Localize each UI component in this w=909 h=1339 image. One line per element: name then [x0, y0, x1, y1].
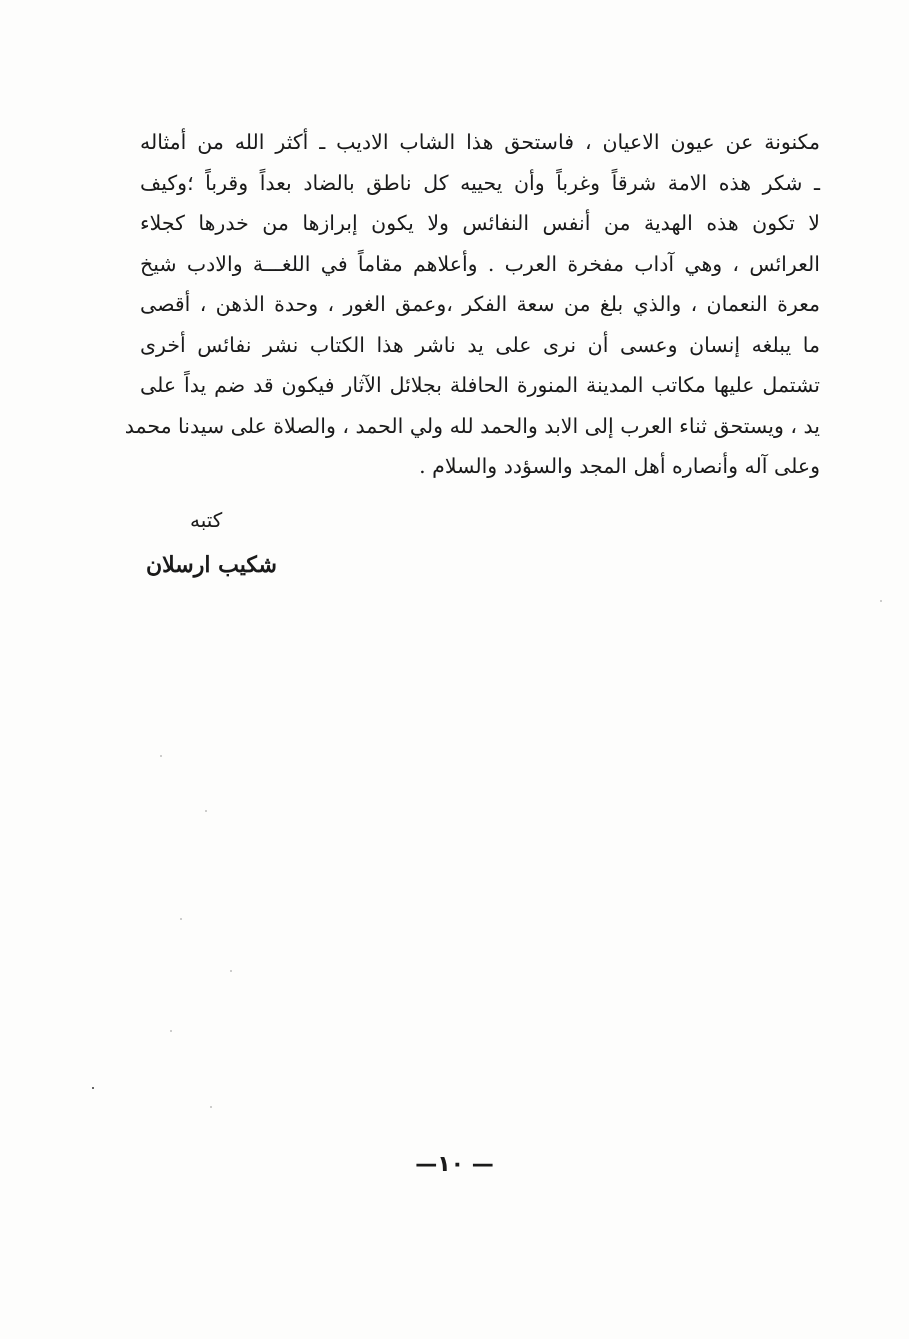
paragraph-line: معرة النعمان ، والذي بلغ من سعة الفكر ،وعمق الغور ، وحدة الذهن ، أقصى: [140, 292, 820, 316]
paragraph-line: يد ، ويستحق ثناء العرب إلى الابد والحمد لله ولي الحمد ، والصلاة على سيدنا محمد: [124, 413, 820, 438]
paragraph-line: مكنونة عن عيون الاعيان ، فاستحق هذا الشاب الاديب ـ أكثر الله من أمثاله: [140, 130, 820, 154]
scan-speck: [160, 755, 162, 757]
body-paragraph: [124, 122, 820, 487]
scan-speck: [230, 970, 232, 972]
paragraph-line: العرائس ، وهي آداب مفخرة العرب . وأعلاهم مقاماً في اللغـــة والادب شيخ: [140, 251, 820, 276]
scan-speck: [92, 1087, 94, 1089]
scan-speck: [210, 1106, 212, 1108]
scan-speck: [205, 810, 207, 812]
paragraph-line: وعلى آله وأنصاره أهل المجد والسؤدد والسلام .: [419, 454, 820, 478]
written-by-label: كتبه: [190, 508, 223, 532]
paragraph-line: ما يبلغه إنسان وعسى أن نرى على يد ناشر هذا الكتاب نشر نفائس أخرى: [140, 332, 820, 357]
scan-speck: [180, 918, 182, 920]
paragraph-line: تشتمل عليها مكاتب المدينة المنورة الحافلة بجلائل الآثار فيكون قد ضم يداً على: [140, 373, 820, 397]
scan-speck: [880, 600, 882, 602]
scan-speck: [170, 1030, 172, 1032]
author-name: شكيب ارسلان: [146, 552, 277, 578]
paragraph-line: ـ شكر هذه الامة شرقاً وغرباً وأن يحييه كل ناطق بالضاد بعداً وقرباً ؛وكيف: [140, 170, 820, 195]
paragraph-line: لا تكون هذه الهدية من أنفس النفائس ولا يكون إبرازها من خدرها كجلاء: [140, 211, 820, 235]
page-number: —١٠ —: [415, 1152, 494, 1177]
